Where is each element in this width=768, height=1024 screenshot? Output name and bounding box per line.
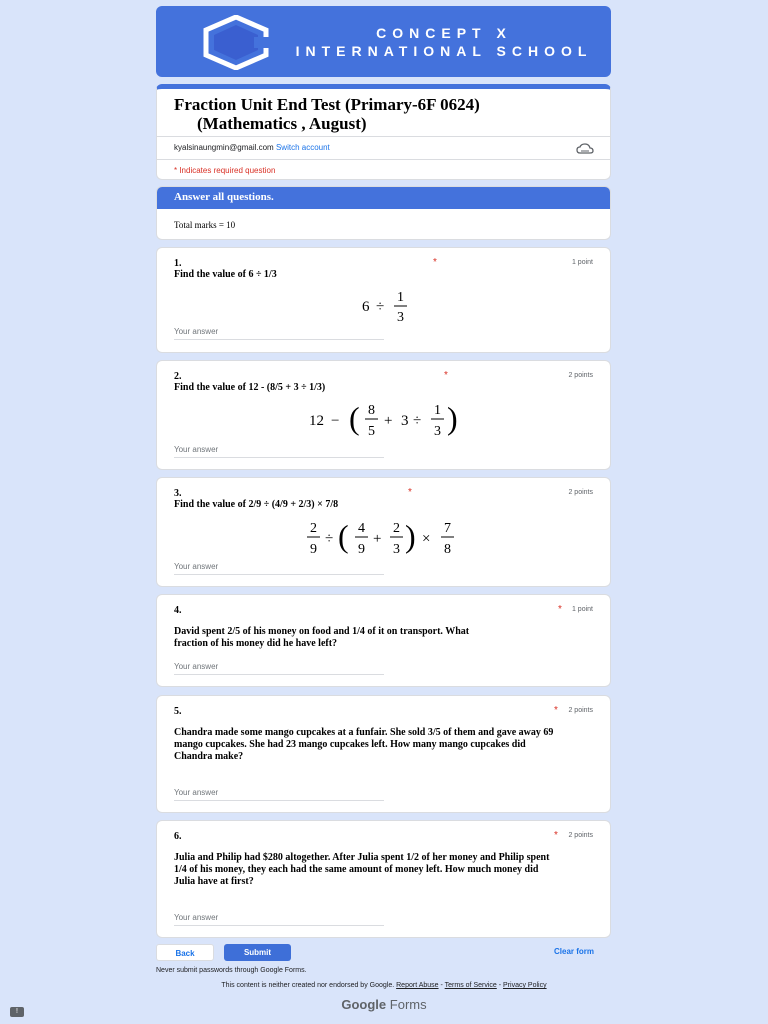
question-text: David spent 2/5 of his money on food and 1/4 of it on transport. What fraction of his money did he have left? [174,626,470,649]
question-text: Find the value of 12 - (8/5 + 3 ÷ 1/3) [174,382,326,393]
math-operator: ÷ [376,299,385,315]
math-numerator: 1 [434,403,441,418]
question-number: 3. [174,488,182,499]
math-denominator: 9 [310,542,317,557]
question-points: 2 points [568,707,593,714]
section-title: Answer all questions. [157,187,610,209]
cloud-save-icon[interactable] [576,142,594,156]
svg-text:): ) [447,400,458,436]
answer-input[interactable]: Your answer [174,788,384,801]
school-name-line2: INTERNATIONAL SCHOOL [295,43,593,59]
question-card-6 [156,820,611,938]
math-denominator: 3 [397,310,404,324]
answer-input[interactable]: Your answer [174,562,384,575]
separator: - [496,982,504,989]
math-numerator: 4 [358,521,365,536]
question-points: 1 point [571,606,593,613]
question-card-5 [156,695,611,813]
math-denominator: 3 [434,424,441,439]
account-email: kyalsinaungmin@gmail.com [174,143,274,152]
header-banner [156,6,611,77]
disclaimer [0,982,768,989]
svg-text:): ) [405,518,416,554]
answer-input[interactable]: Your answer [174,445,384,458]
required-note: * Indicates required question [174,166,276,175]
question-text: Chandra made some mango cupcakes at a funfair. She sold 3/5 of them and gave away 69 mango cupcakes. She had 23 mango cupcakes left. How many mango cupcakes did Chandra make? [174,727,554,762]
math-denominator: 5 [368,424,375,439]
math-denominator: 9 [358,542,365,557]
math-expression [352,288,422,324]
answer-input[interactable]: Your answer [174,327,384,340]
question-card-1 [156,247,611,353]
svg-text:(: ( [349,400,360,436]
question-number: 1. [174,258,182,269]
section-card [156,186,611,240]
submit-button[interactable]: Submit [224,944,291,961]
form-title-line2: (Mathematics , August) [197,114,367,133]
question-card-3 [156,477,611,587]
question-text: Find the value of 6 ÷ 1/3 [174,269,277,280]
school-name-line1: CONCEPT X [376,25,512,41]
math-operator: ÷ [413,413,422,429]
password-warning: Never submit passwords through Google Forms. [156,967,307,974]
math-term: 3 [401,413,409,429]
math-numerator: 8 [368,403,375,418]
math-numerator: 2 [310,521,317,536]
switch-account-link[interactable]: Switch account [275,143,330,152]
math-operator: + [384,413,393,429]
question-points: 2 points [568,372,593,379]
back-button[interactable]: Back [156,944,214,961]
math-operator: − [331,413,340,429]
question-number: 2. [174,371,182,382]
report-issue-icon[interactable]: ! [10,1007,24,1017]
brand-google: Google [341,997,387,1012]
form-title [174,95,594,133]
divider [157,159,610,160]
question-points: 2 points [568,489,593,496]
terms-link[interactable]: Terms of Service [444,982,497,989]
required-asterisk: * [554,830,558,841]
google-forms-logo[interactable] [0,997,768,1012]
privacy-link[interactable]: Privacy Policy [503,982,547,989]
math-numerator: 1 [397,290,404,305]
math-operator: + [373,531,382,547]
required-asterisk: * [408,487,412,498]
account-info [174,143,330,152]
form-title-line1: Fraction Unit End Test (Primary-6F 0624) [174,95,480,114]
math-numerator: 7 [444,521,451,536]
hexagon-c-logo-icon [196,15,276,70]
question-text: Find the value of 2/9 ÷ (4/9 + 2/3) × 7/8 [174,499,339,510]
question-number: 5. [174,706,182,717]
question-text: Julia and Philip had $280 altogether. After Julia spent 1/2 of her money and Philip spent 1/4 of his money, they each had the same amount of money left. How much money did Julia have at first? [174,852,550,887]
school-name [284,24,604,60]
math-operator: ÷ [325,531,334,547]
math-operator: × [422,531,431,547]
math-term: 6 [362,299,370,315]
question-points: 1 point [571,259,593,266]
section-description: Total marks = 10 [174,220,236,230]
question-number: 4. [174,605,182,616]
required-asterisk: * [444,370,448,381]
required-asterisk: * [433,257,437,268]
math-expression [307,517,467,559]
question-card-4 [156,594,611,687]
math-numerator: 2 [393,521,400,536]
brand-forms: Forms [389,997,427,1012]
math-term: 12 [309,413,324,429]
report-abuse-link[interactable]: Report Abuse [396,982,439,989]
clear-form-button[interactable]: Clear form [554,947,595,956]
answer-input[interactable]: Your answer [174,662,384,675]
divider [157,136,610,137]
svg-text:(: ( [338,518,349,554]
form-title-card [156,84,611,180]
question-points: 2 points [568,832,593,839]
math-expression [307,399,467,441]
answer-input[interactable]: Your answer [174,913,384,926]
separator: - [438,982,445,989]
required-asterisk: * [558,604,562,615]
math-denominator: 3 [393,542,400,557]
question-card-2 [156,360,611,470]
required-asterisk: * [554,705,558,716]
question-number: 6. [174,831,182,842]
disclaimer-text: This content is neither created nor endorsed by Google. [221,982,395,989]
math-denominator: 8 [444,542,451,557]
